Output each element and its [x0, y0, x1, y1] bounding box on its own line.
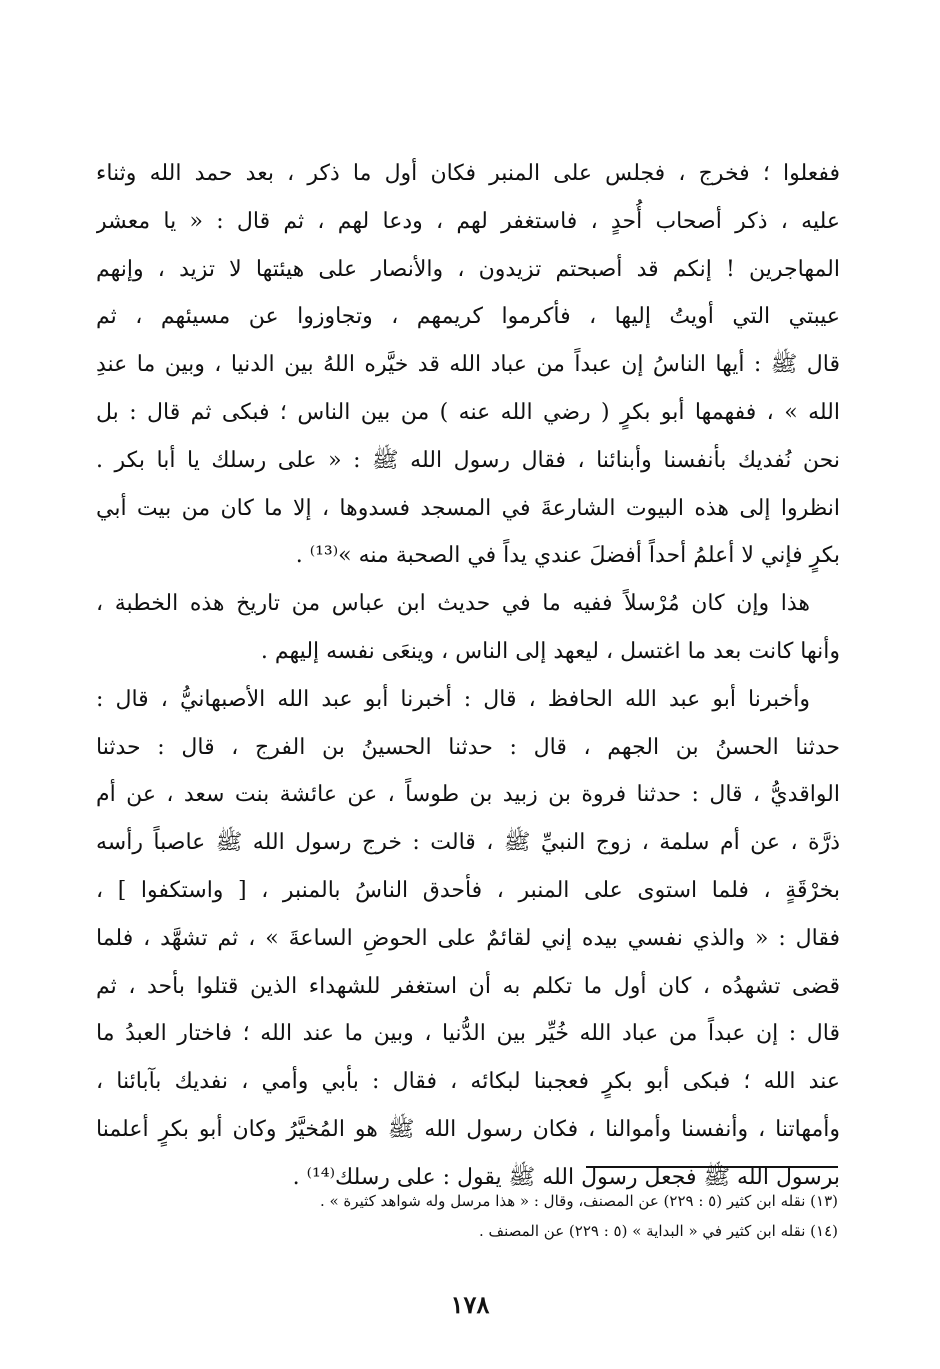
text-line: ذرَّة ، عن أم سلمة ، زوج النبيِّ ﷺ ، قالت : خرج رسول الله ﷺ عاصباً رأسه [96, 830, 840, 856]
text-line: هذا وإن كان مُرْسلاً ففيه ما في حديث ابن عباس من تاريخ هذه الخطبة ، [96, 591, 810, 617]
footnote: (١٣) نقله ابن كثير (٥ : ٢٢٩) عن المصنف، وقال : « هذا مرسل وله شواهد كثيرة » . [319, 1192, 838, 1210]
text-line: وأمهاتنا ، وأنفسنا وأموالنا ، فكان رسول الله ﷺ هو المُخيَّرُ وكان أبو بكرٍ أعلمنا [96, 1116, 840, 1142]
footnotes [300, 1186, 838, 1246]
text-line: عند الله ؛ فبكى أبو بكرٍ فعجبنا لبكائه ، فقال : بأبي وأمي ، نفديك بآبائنا ، [96, 1069, 840, 1095]
text-line: نحن نُفديك بأنفسنا وأبنائنا ، فقال رسول الله ﷺ : « على رسلك يا أبا بكر . [96, 447, 840, 473]
footnote: (١٤) نقله ابن كثير في « البداية » (٥ : ٢٢٩) عن المصنف . [479, 1222, 838, 1240]
main-text [96, 150, 840, 1202]
text-line: فقال : « والذي نفسي بيده إني لقائمٌ على الحوضِ الساعةَ » ، ثم تشهَّد ، فلما [96, 925, 840, 951]
text-line: ففعلوا ؛ فخرج ، فجلس على المنبر فكان أول ما ذكر ، بعد حمد الله وثناء [96, 161, 840, 186]
text-line: الواقديُّ ، قال : حدثنا فروة بن زبيد بن طوساً ، عن عائشة بنت سعد ، عن أم [96, 782, 840, 808]
text-line: عيبتي التي أويتُ إليها ، فأكرموا كريمهم ، وتجاوزوا عن مسيئهم ، ثم [96, 304, 840, 330]
text-line: بخرْقَةٍ ، فلما استوى على المنبر ، فأحدق الناسُ بالمنبر ، [ واستكفوا ] ، [96, 877, 840, 903]
text-line: قال : إن عبداً من عباد الله خُيِّر بين الدُّنيا ، وبين ما عند الله ؛ فاختار العبدُ ما [96, 1021, 840, 1047]
text-line: برسول الله ﷺ فجعل رسول الله ﷺ يقول : على رسلك⁽¹⁴⁾ . [292, 1164, 840, 1190]
text-line: قضى تشهدُه ، كان أول ما تكلم به أن استغفر للشهداء الذين قتلوا بأحد ، ثم [96, 973, 840, 999]
page-number: ١٧٨ [450, 1290, 490, 1319]
text-line: حدثنا الحسنُ بن الجهم ، قال : حدثنا الحسينُ بن الفرج ، قال : حدثنا [96, 734, 840, 760]
text-line: بكرٍ فإني لا أعلمُ أحداً أفضلَ عندي يداً في الصحبة منه »⁽¹³⁾ . [295, 543, 840, 569]
text-line: عليه ، ذكر أصحاب أُحدٍ ، فاستغفر لهم ، ودعا لهم ، ثم قال : « يا معشر [96, 208, 840, 234]
text-line: وأخبرنا أبو عبد الله الحافظ ، قال : أخبرنا أبو عبد الله الأصبهانيُّ ، قال : [96, 686, 810, 712]
text-line: المهاجرين ! إنكم قد أصبحتم تزيدون ، والأنصار على هيئتها لا تزيد ، وإنهم [96, 256, 840, 282]
text-line: قال ﷺ : أيها الناسُ إن عبداً من عباد الله قد خيَّره اللهُ بين الدنيا ، وبين ما عندِ [96, 352, 840, 378]
footnote-divider [586, 1166, 838, 1168]
text-line: وأنها كانت بعد ما اغتسل ، ليعهد إلى الناس ، وينعَى نفسه إليهم . [260, 638, 840, 664]
text-line: انظروا إلى هذه البيوت الشارعةَ في المسجد فسدوها ، إلا ما كان من بيت أبي [96, 495, 840, 521]
text-line: الله » ، ففهمها أبو بكرٍ ( رضي الله عنه ) من بين الناس ؛ فبكى ثم قال : بل [96, 399, 840, 425]
